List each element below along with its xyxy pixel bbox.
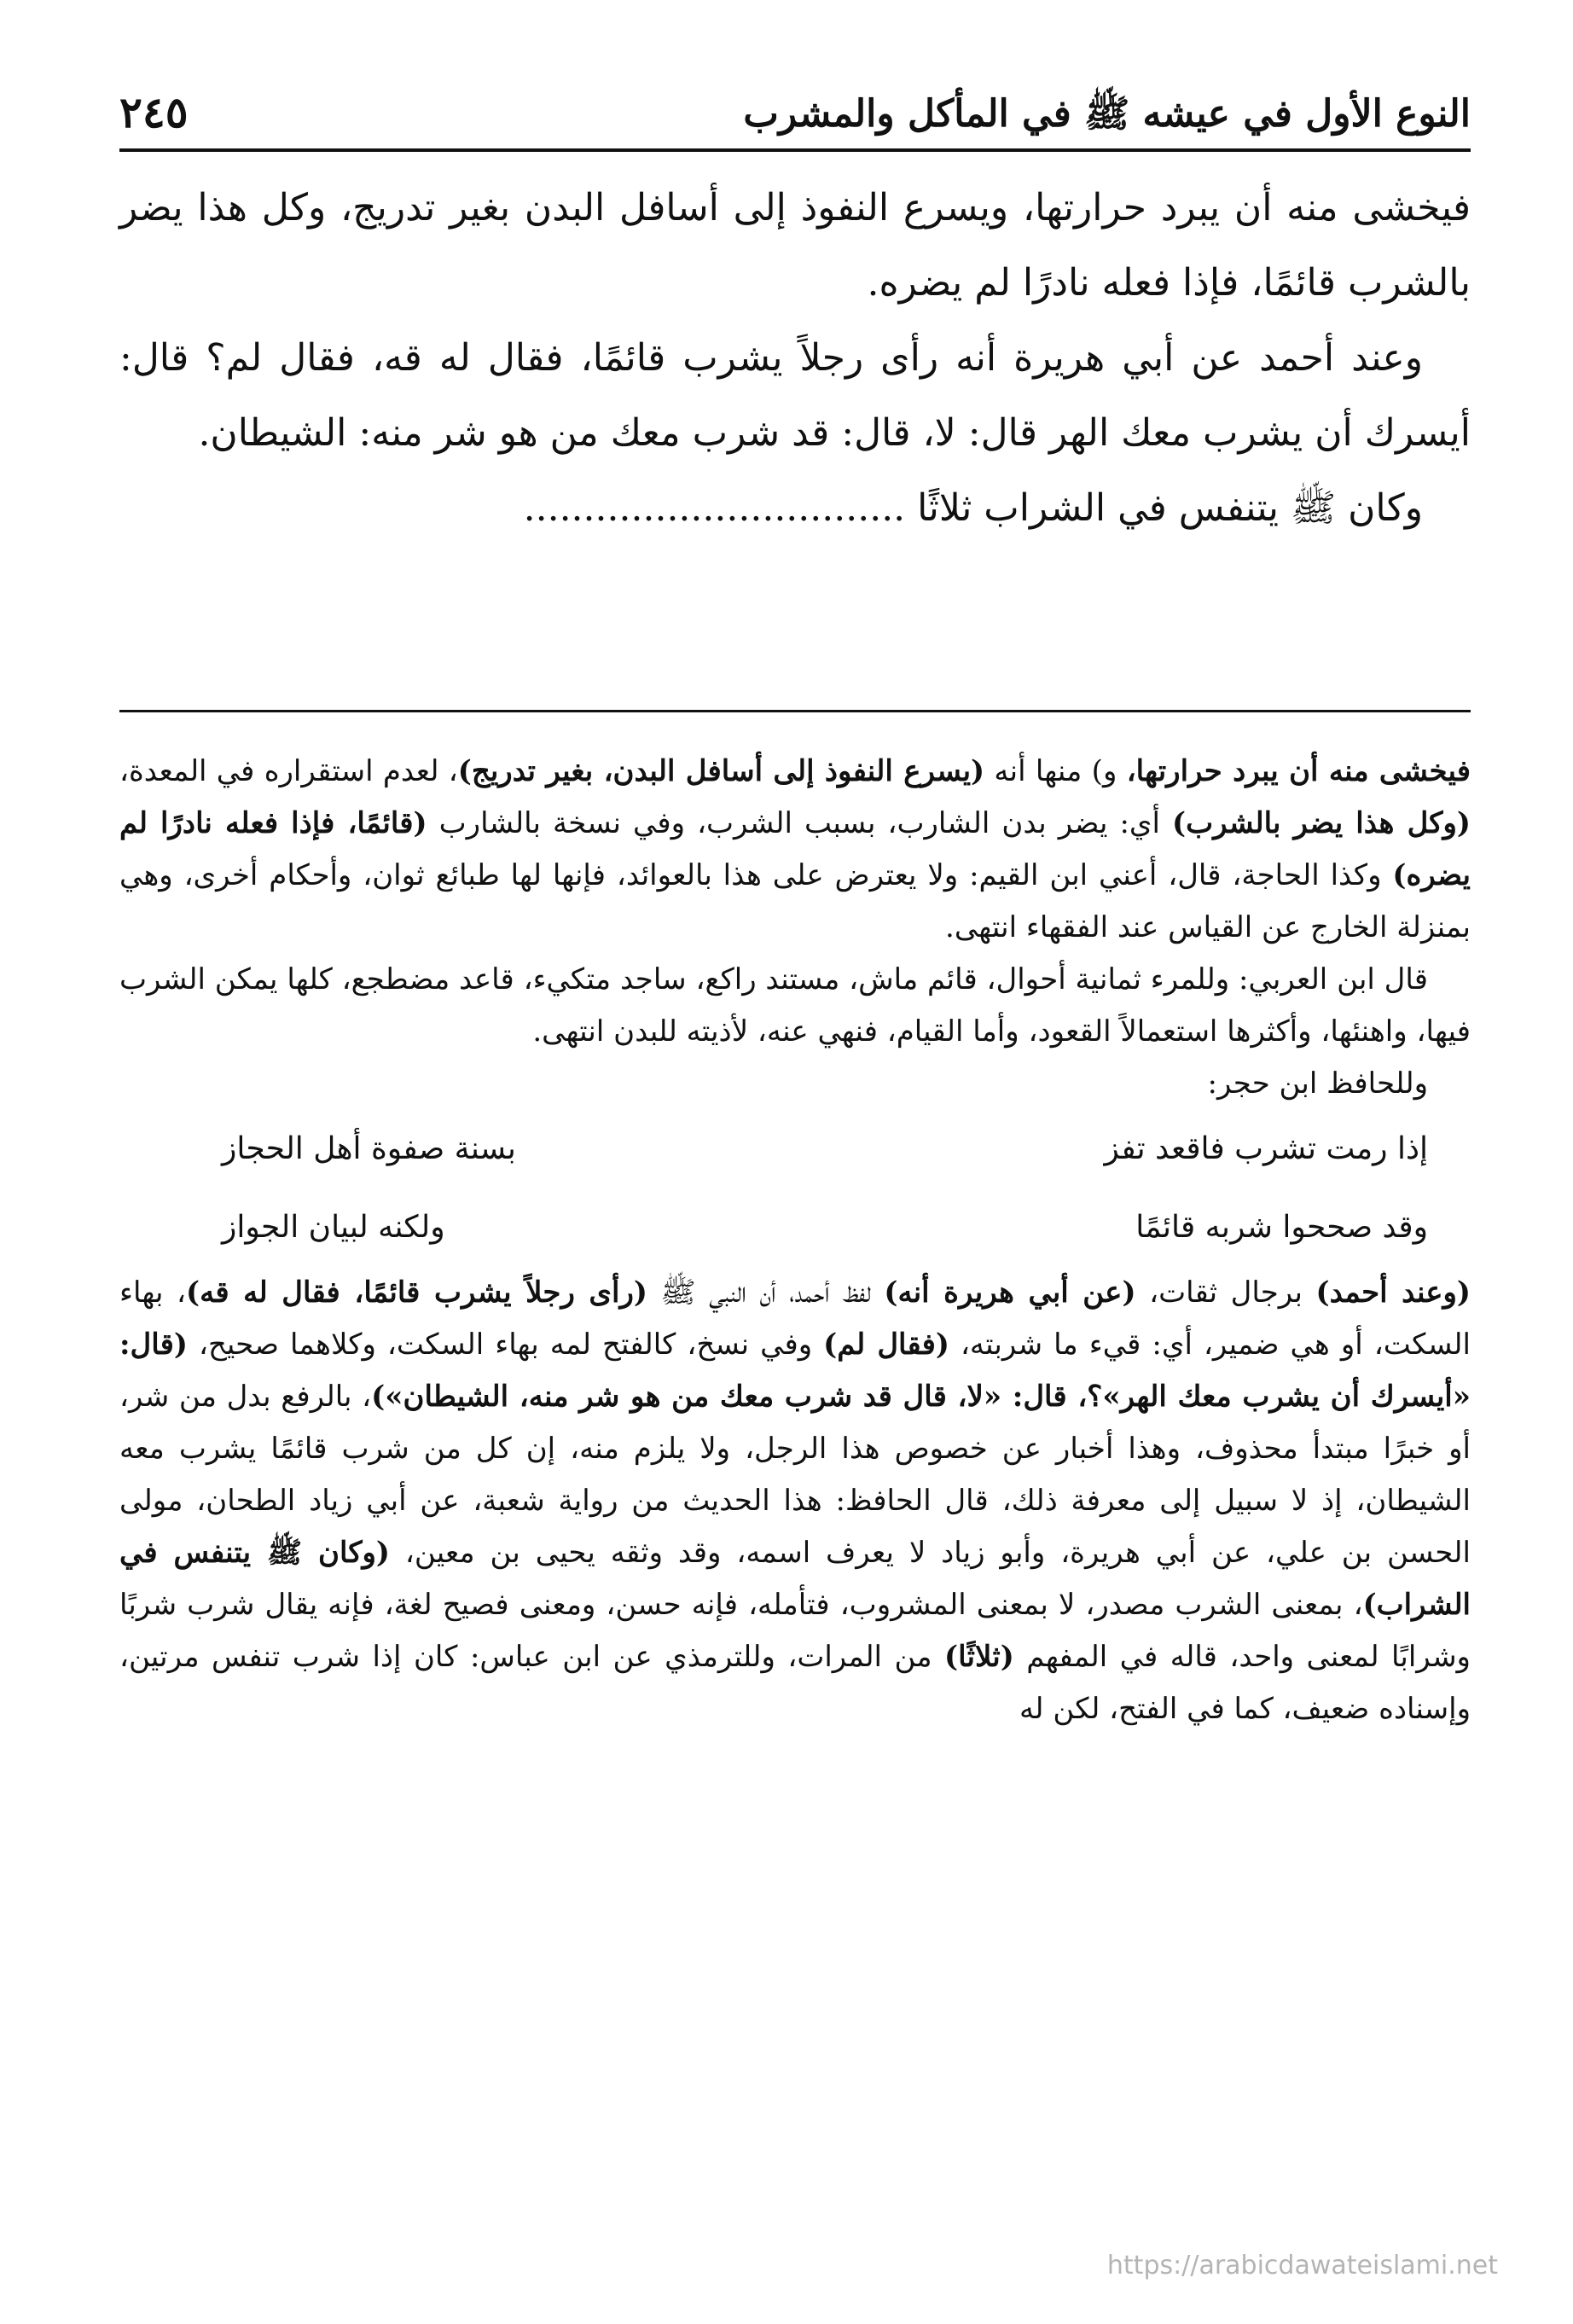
main-paragraph-2: وعند أحمد عن أبي هريرة أنه رأى رجلاً يشرب قائمًا، فقال له قه، فقال لم؟ قال: أيسرك أن يشرب معك الهر قال: لا، قال: قد شرب معك من هو شر منه: الشيطان. — [119, 336, 1471, 455]
commentary-text: أي: يضر بدن الشارب، بسبب الشرب، وفي نسخة بالشارب — [427, 806, 1173, 840]
verse-1-first-hemistich: إذا رمت تشرب فاقعد تفز — [1104, 1131, 1428, 1166]
commentary-paragraph-1 — [119, 746, 1471, 954]
verse-2-second-hemistich: ولكنه لبيان الجواز — [222, 1210, 445, 1245]
commentary-text: ، بمعنى الشرب مصدر، لا بمعنى المشروب، فتأمله، فإنه حسن، ومعنى فصيح لغة، فإنه يقال شرب شربًا وشرابًا لمعنى واحد، قاله في المفهم — [119, 1588, 1471, 1674]
commentary-paragraph-4 — [119, 1267, 1471, 1735]
commentary-text: من المرات، وللترمذي عن ابن عباس: كان إذا شرب تنفس مرتين، وإسناده ضعيف، كما في الفتح، لكن له — [119, 1640, 1471, 1726]
header-rule — [119, 148, 1471, 152]
quoted-phrase: (ثلاثًا) — [944, 1640, 1014, 1674]
main-text — [119, 171, 1471, 546]
main-paragraph-3-text: وكان ﷺ يتنفس في الشراب ثلاثًا — [917, 486, 1423, 530]
verse-1-second-hemistich: بسنة صفوة أهل الحجاز — [222, 1131, 516, 1166]
commentary-text: و) منها أنه — [984, 754, 1127, 788]
quoted-phrase: (وعند أحمد) — [1315, 1275, 1471, 1310]
quoted-phrase: فيخشى منه أن يبرد حرارتها، — [1126, 754, 1471, 788]
main-paragraph-3 — [119, 471, 1471, 546]
continuation-dots: ................................ — [523, 486, 906, 530]
quoted-phrase: (قال: «أيسرك أن يشرب معك الهر»؟، قال: «لا، قال قد شرب معك من هو شر منه، الشيطان») — [119, 1328, 1471, 1414]
poem-verse-1 — [119, 1110, 1471, 1188]
poem-verse-2 — [119, 1188, 1471, 1267]
page-number: ٢٤٥ — [119, 87, 189, 137]
quoted-phrase: (وكل هذا يضر بالشرب) — [1172, 806, 1471, 840]
commentary-paragraph-3: وللحافظ ابن حجر: — [1207, 1066, 1428, 1101]
main-paragraph-1: فيخشى منه أن يبرد حرارتها، ويسرع النفوذ إلى أسافل البدن بغير تدريج، وكل هذا يضر بالشرب قائمًا، فإذا فعله نادرًا لم يضره. — [119, 186, 1471, 305]
commentary-text: برجال ثقات، — [1135, 1275, 1316, 1310]
commentary-text: وكذا الحاجة، قال، أعني ابن القيم: ولا يعترض على هذا بالعوائد، فإنها لها طبائع ثوان، وأحكام أخرى، وهي بمنزلة الخارج عن القياس عند الفقهاء انتهى. — [119, 858, 1471, 944]
verse-2-first-hemistich: وقد صححوا شربه قائمًا — [1135, 1210, 1428, 1245]
quoted-phrase: (فقال لم) — [823, 1328, 949, 1362]
running-head — [119, 82, 1471, 154]
running-title: النوع الأول في عيشه ﷺ في المأكل والمشرب — [743, 92, 1471, 136]
quoted-phrase: (رأى رجلاً يشرب قائمًا، فقال له قه) — [186, 1275, 647, 1310]
commentary-divider — [119, 710, 1471, 712]
commentary-text: ، لعدم استقراره في المعدة، — [119, 754, 458, 788]
commentary-text: لفظ أحمد، أن النبي ﷺ — [647, 1275, 885, 1310]
commentary-text: ، بالرفع بدل من شر، أو خبرًا مبتدأ محذوف، وهذا أخبار عن خصوص هذا الرجل، ولا يلزم منه، إن كل من شرب قائمًا يشرب معه الشيطان، إذ لا سبيل إلى معرفة ذلك، قال الحافظ: هذا الحديث من رواية شعبة، عن أبي زياد الطحان، مولى الحسن بن علي، عن أبي هريرة، وأبو زياد لا يعرف اسمه، وقد وثقه يحيى بن معين، — [119, 1380, 1471, 1570]
commentary-text: ، بهاء السكت، أو هي ضمير، أي: قيء ما شربته، — [119, 1275, 1471, 1362]
commentary-paragraph-2: قال ابن العربي: وللمرء ثمانية أحوال، قائم ماش، مستند راكع، ساجد متكيء، قاعد مضطجع، كلها يمكن الشرب فيها، واهنئها، وأكثرها استعمالاً القعود، وأما القيام، فنهي عنه، لأذيته للبدن انتهى. — [119, 962, 1471, 1049]
source-watermark: https://arabicdawateislami.net — [1106, 2251, 1498, 2280]
quoted-phrase: (وكان ﷺ يتنفس في الشراب) — [119, 1536, 1471, 1622]
commentary — [119, 746, 1471, 1735]
quoted-phrase: (قائمًا، فإذا فعله نادرًا لم يضره) — [119, 806, 1471, 892]
quoted-phrase: (عن أبي هريرة أنه) — [884, 1275, 1136, 1310]
commentary-text: وفي نسخ، كالفتح لمه بهاء السكت، وكلاهما صحيح، — [187, 1328, 824, 1362]
quoted-phrase: (يسرع النفوذ إلى أسافل البدن، بغير تدريج) — [457, 754, 985, 788]
